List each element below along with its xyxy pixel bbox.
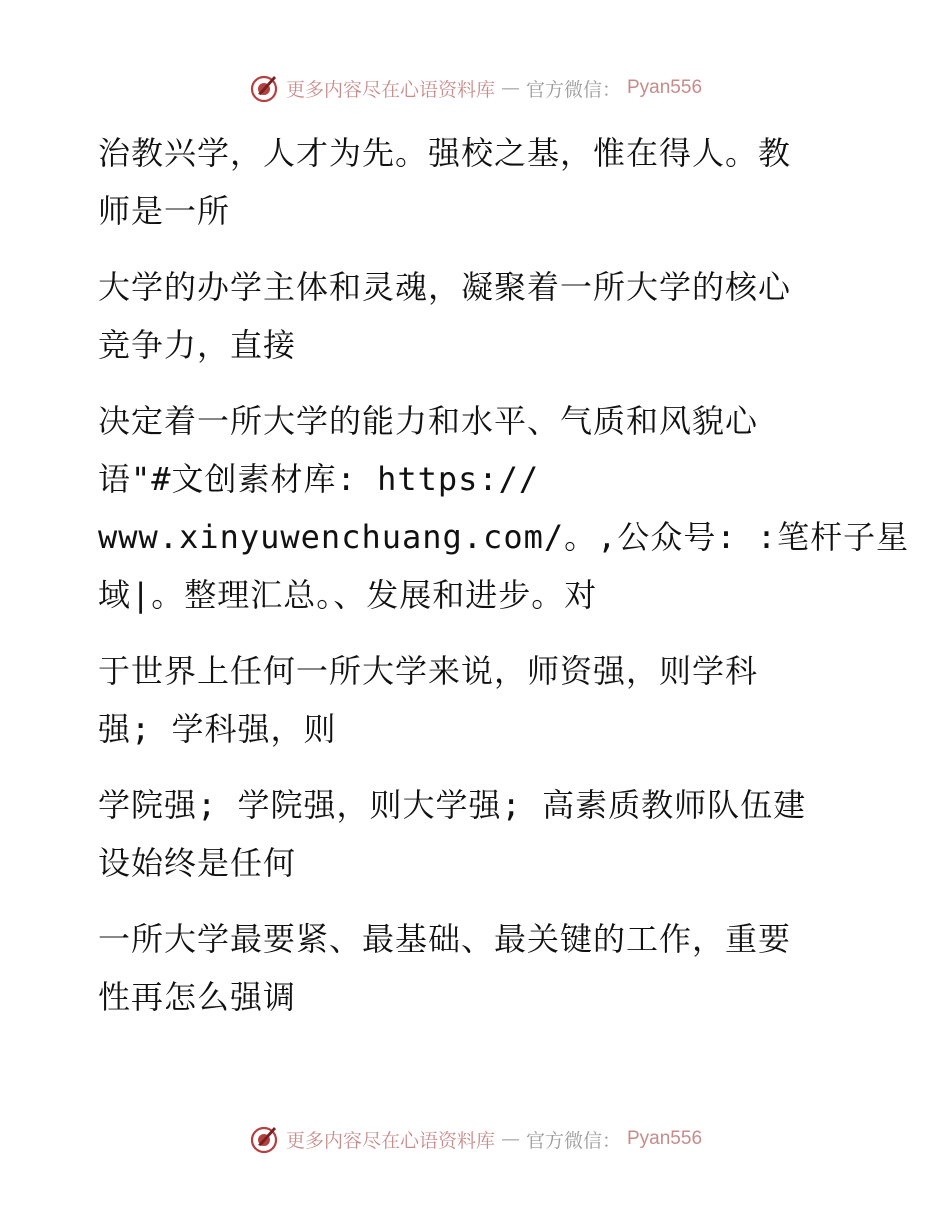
text-line: 竞争力，直接 [98, 326, 297, 364]
banner-wechat-id: Pyan556 [627, 77, 703, 98]
banner-wechat-label: 官方微信： [525, 78, 621, 101]
text-line: 治教兴学，人才为先。强校之基，惟在得人。教 [98, 134, 792, 172]
quill-circle-icon [248, 72, 280, 104]
document-body [98, 124, 910, 1026]
paragraph [98, 258, 838, 374]
text-line: 性再怎么强调 [98, 978, 297, 1016]
text-line: 语"#文创素材库: https:// [98, 460, 540, 498]
banner-title: 更多内容尽在心语资料库 [285, 1129, 495, 1152]
banner-wechat-label: 官方微信： [525, 1129, 621, 1152]
paragraph [98, 910, 838, 1026]
text-line: 强; 学科强，则 [98, 710, 337, 748]
text-line: 域|。整理汇总。、发展和进步。对 [98, 576, 598, 614]
text-line: 师是一所 [98, 192, 231, 230]
text-line: 决定着一所大学的能力和水平、气质和风貌心 [98, 402, 759, 440]
quill-circle-icon [248, 1123, 280, 1155]
text-line: 大学的办学主体和灵魂，凝聚着一所大学的核心 [98, 268, 792, 306]
banner-separator: — [500, 1128, 520, 1150]
paragraph [98, 776, 838, 892]
text-line: www.xinyuwenchuang.com/。,公众号: :笔杆子星 [98, 518, 910, 556]
paragraph [98, 124, 838, 240]
paragraph [98, 642, 838, 758]
header-banner [0, 72, 950, 104]
text-line: 学院强; 学院强，则大学强; 高素质教师队伍建 [98, 786, 807, 824]
text-line: 于世界上任何一所大学来说，师资强，则学科 [98, 652, 759, 690]
text-line: 设始终是任何 [98, 844, 297, 882]
text-line: 一所大学最要紧、最基础、最关键的工作，重要 [98, 920, 792, 958]
footer-banner [0, 1123, 950, 1155]
banner-wechat-id: Pyan556 [627, 1128, 703, 1149]
paragraph [98, 392, 910, 624]
banner-separator: — [500, 77, 520, 99]
banner-title: 更多内容尽在心语资料库 [285, 78, 495, 101]
